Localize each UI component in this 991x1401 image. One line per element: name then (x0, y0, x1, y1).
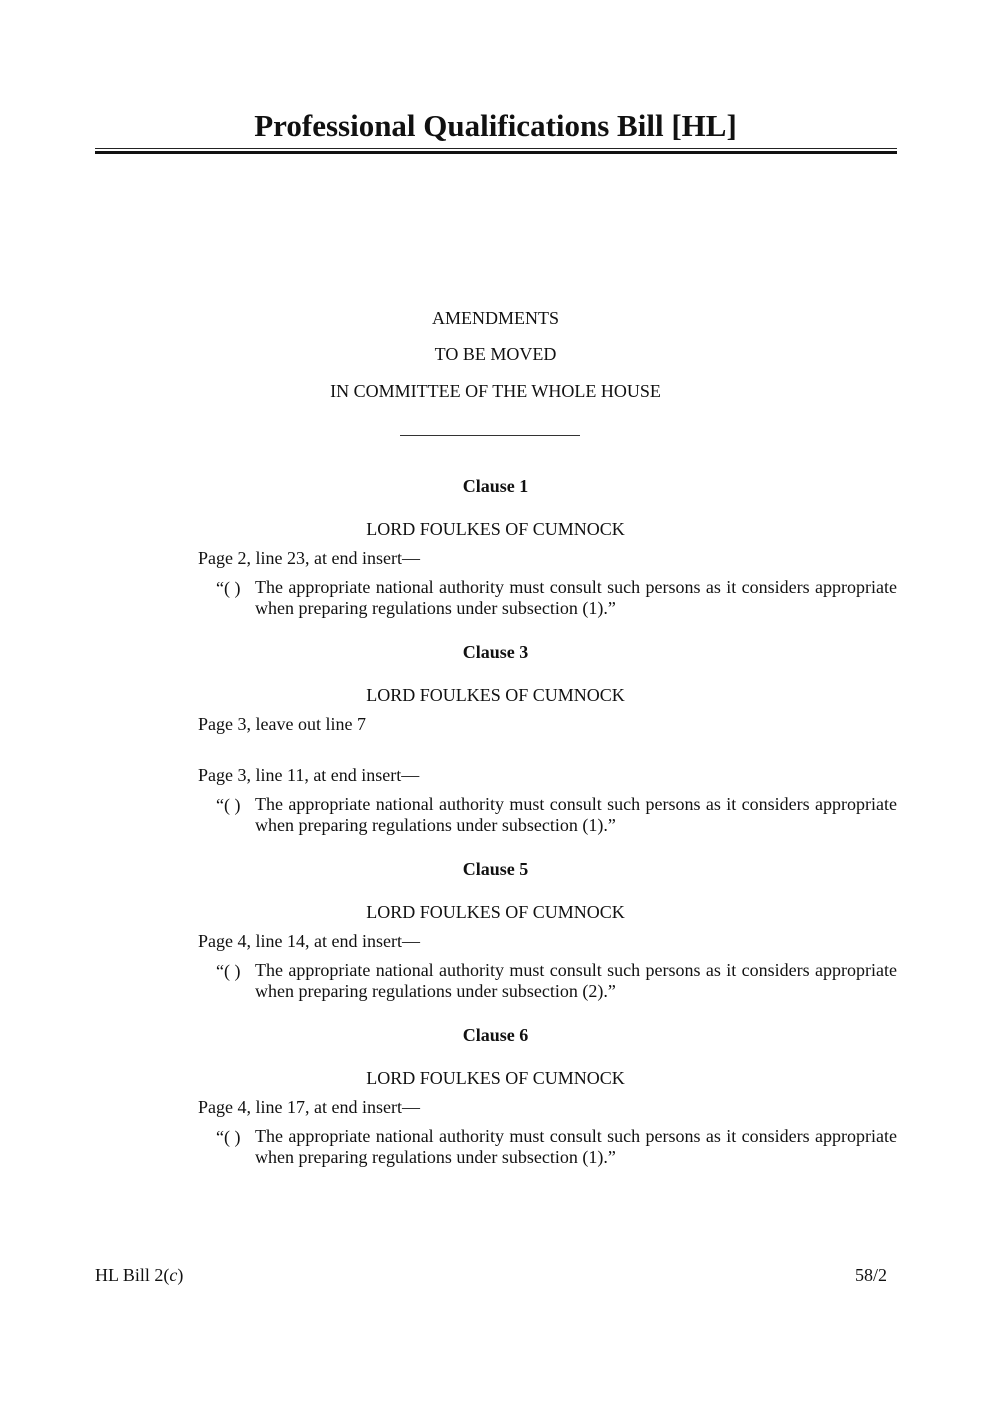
amendment-body: The appropriate national authority must consult such persons as it considers appropriate when preparing regulations under subsection (2).” (255, 960, 897, 1001)
clause-heading: Clause 3 (462, 642, 529, 662)
title-rule-thick (95, 151, 897, 154)
title-rule-thin (95, 148, 897, 149)
amendment-body: The appropriate national authority must consult such persons as it considers appropriate when preparing regulations under subsection (1).” (255, 577, 897, 618)
document-title: Professional Qualifications Bill [HL] (254, 108, 737, 143)
heading-committee: IN COMMITTEE OF THE WHOLE HOUSE (330, 381, 661, 401)
amendment-body: The appropriate national authority must consult such persons as it considers appropriate when preparing regulations under subsection (1).” (255, 794, 897, 835)
amendment-instruction: Page 2, line 23, at end insert— (198, 548, 420, 568)
bill-ref-text: HL Bill 2 (95, 1265, 164, 1285)
amendment-marker: “( ) (216, 795, 241, 815)
clause-heading: Clause 6 (462, 1025, 529, 1045)
amendment-instruction: Page 3, leave out line 7 (198, 714, 366, 734)
amendment-text (216, 960, 897, 1002)
bill-reference: HL Bill 2(c) (95, 1265, 184, 1285)
amendment-marker: “( ) (216, 578, 241, 598)
amendment-instruction: Page 4, line 14, at end insert— (198, 931, 420, 951)
amendment-text (216, 577, 897, 619)
member-name: LORD FOULKES OF CUMNOCK (366, 902, 625, 922)
page-reference: 58/2 (854, 1265, 887, 1285)
member-name: LORD FOULKES OF CUMNOCK (366, 519, 625, 539)
clause-heading: Clause 1 (462, 476, 529, 496)
member-name: LORD FOULKES OF CUMNOCK (366, 685, 625, 705)
amendment-text (216, 1126, 897, 1168)
amendment-text (216, 794, 897, 836)
amendment-instruction: Page 4, line 17, at end insert— (198, 1097, 420, 1117)
heading-to-be-moved: TO BE MOVED (434, 344, 557, 364)
amendment-marker: “( ) (216, 1127, 241, 1147)
member-name: LORD FOULKES OF CUMNOCK (366, 1068, 625, 1088)
section-divider (400, 435, 580, 436)
bill-ref-suffix: c (169, 1265, 178, 1285)
amendment-body: The appropriate national authority must consult such persons as it considers appropriate when preparing regulations under subsection (1).” (255, 1126, 897, 1167)
clause-heading: Clause 5 (462, 859, 529, 879)
amendment-instruction: Page 3, line 11, at end insert— (198, 765, 420, 785)
amendment-marker: “( ) (216, 961, 241, 981)
heading-amendments: AMENDMENTS (431, 308, 559, 328)
